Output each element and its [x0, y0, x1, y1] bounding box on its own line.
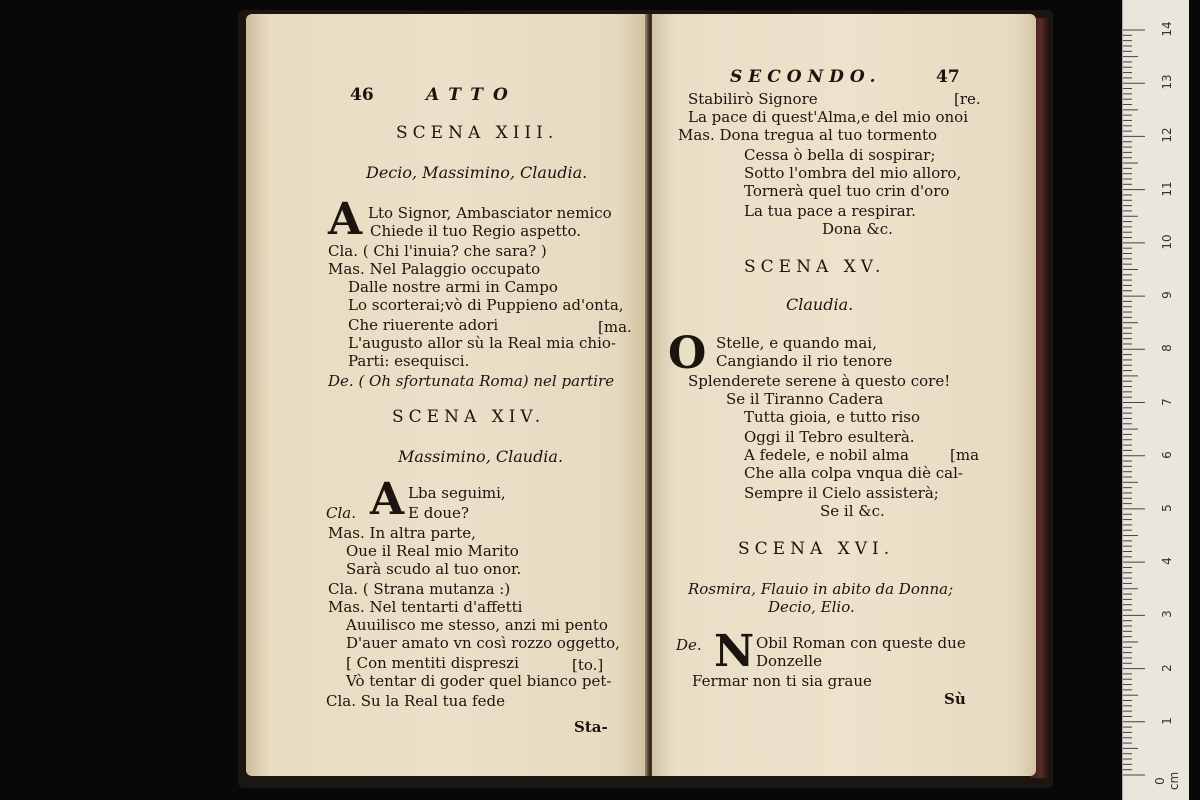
text-line: Mas. In altra parte, — [328, 524, 476, 542]
text-line: Cangiando il rio tenore — [716, 352, 893, 370]
text-line: Cla. Su la Real tua fede — [326, 692, 505, 710]
text-line: Che riuerente adori — [348, 316, 499, 334]
scene-xv-title: SCENA XV. — [744, 257, 886, 277]
text-line: Cla. ( Strana mutanza :) — [328, 580, 511, 598]
text-line: Donzelle — [756, 652, 822, 670]
ruler-number: 4 — [1160, 557, 1174, 565]
left-page-number: 46 — [350, 85, 374, 105]
measurement-ruler — [1122, 0, 1189, 800]
catchword: Sù — [944, 690, 966, 708]
text-line: Auuilisco me stesso, anzi mi pento — [346, 616, 608, 634]
text-line: Cla. — [326, 504, 356, 522]
text-line: E doue? — [408, 504, 469, 522]
text-line: Stabilirò Signore — [688, 90, 818, 108]
text-line: Tutta gioia, e tutto riso — [744, 408, 921, 426]
scene-xiv-characters: Massimino, Claudia. — [398, 447, 564, 466]
text-line: Lo scorterai;vò di Puppieno ad'onta, — [348, 296, 624, 314]
text-line: Splenderete serene à questo core! — [688, 372, 951, 390]
text-line: Vò tentar di goder quel bianco pet- — [346, 672, 612, 690]
drop-cap-a: A — [370, 474, 405, 525]
ruler-number: 7 — [1160, 397, 1174, 406]
drop-cap-a: A — [328, 194, 363, 245]
text-line: A fedele, e nobil alma — [744, 446, 909, 464]
text-line: Se il Tiranno Cadera — [726, 390, 884, 408]
drop-cap-n: N — [714, 626, 755, 677]
text-line: Sarà scudo al tuo onor. — [346, 560, 522, 578]
text-line: Sotto l'ombra del mio alloro, — [744, 164, 962, 182]
text-line: [re. — [954, 90, 981, 108]
text-line: La tua pace a respirar. — [744, 202, 916, 220]
ruler-number: 12 — [1160, 127, 1174, 144]
scene-xvi-characters-line2: Decio, Elio. — [768, 598, 855, 616]
text-line: Lba seguimi, — [408, 484, 506, 502]
text-line: La pace di quest'Alma,e del mio onoi — [688, 108, 969, 126]
ruler-number: 1 — [1160, 716, 1174, 725]
text-line: Oggi il Tebro esulterà. — [744, 428, 915, 446]
text-line: Che alla colpa vnqua diè cal- — [744, 464, 963, 482]
text-line: Dalle nostre armi in Campo — [348, 278, 558, 296]
text-line: Stelle, e quando mai, — [716, 334, 877, 352]
ruler-number: 13 — [1160, 74, 1174, 90]
text-line: Mas. Nel tentarti d'affetti — [328, 598, 523, 616]
catchword: Sta- — [574, 718, 608, 736]
left-page — [246, 14, 648, 776]
text-line: Cla. ( Chi l'inuia? che sara? ) — [328, 242, 547, 260]
ruler-number: 14 — [1160, 21, 1174, 37]
text-line: Tornerà quel tuo crin d'oro — [744, 182, 950, 200]
text-line: Se il &c. — [820, 502, 885, 520]
drop-cap-o: O — [668, 328, 707, 379]
text-line: Mas. Nel Palaggio occupato — [328, 260, 541, 278]
text-line: Dona &c. — [822, 220, 893, 238]
ruler-number: 6 — [1160, 450, 1174, 459]
ruler-number: 11 — [1160, 181, 1174, 197]
scene-xvi-characters-line1: Rosmira, Flauio in abito da Donna; — [688, 580, 954, 598]
ruler-number: 0 cm — [1153, 771, 1181, 791]
scene-xv-characters: Claudia. — [786, 295, 854, 314]
text-line: Oue il Real mio Marito — [346, 542, 519, 560]
text-line: Obil Roman con queste due — [756, 634, 966, 652]
scene-xiii-characters: Decio, Massimino, Claudia. — [366, 163, 588, 182]
text-line: [to.] — [572, 656, 604, 674]
text-line: Sempre il Cielo assisterà; — [744, 484, 939, 502]
ruler-number: 2 — [1160, 663, 1174, 672]
text-line: Mas. Dona tregua al tuo tormento — [678, 126, 938, 144]
ruler-number: 8 — [1160, 344, 1174, 353]
left-running-head: ATTO — [426, 85, 518, 105]
text-line: Chiede il tuo Regio aspetto. — [370, 222, 581, 240]
text-line: L'augusto allor sù la Real mia chio- — [348, 334, 616, 352]
scene-xiii-title: SCENA XIII. — [396, 123, 559, 143]
ruler-number: 3 — [1160, 610, 1174, 619]
scene-xiv-title: SCENA XIV. — [392, 407, 546, 427]
right-page — [652, 14, 1036, 776]
text-line: De. ( Oh sfortunata Roma) nel partire — [328, 372, 615, 390]
text-line: Cessa ò bella di sospirar; — [744, 146, 936, 164]
ruler-number: 9 — [1160, 291, 1174, 299]
right-page-number: 47 — [936, 67, 960, 87]
text-line: Lto Signor, Ambasciator nemico — [368, 204, 612, 222]
text-line: [ Con mentiti dispreszi — [346, 654, 519, 672]
text-line: Fermar non ti sia graue — [692, 672, 872, 690]
text-line: [ma — [950, 446, 980, 464]
scene-xvi-title: SCENA XVI. — [738, 539, 895, 559]
text-line: D'auer amato vn così rozzo oggetto, — [346, 634, 620, 652]
ruler-ticks — [1123, 0, 1189, 800]
text-line: [ma. — [598, 318, 632, 336]
speaker-label: De. — [676, 636, 702, 654]
text-line: Parti: esequisci. — [348, 352, 470, 370]
right-running-head: SECONDO. — [730, 67, 882, 87]
ruler-number: 5 — [1160, 504, 1174, 512]
ruler-number: 10 — [1160, 234, 1174, 250]
